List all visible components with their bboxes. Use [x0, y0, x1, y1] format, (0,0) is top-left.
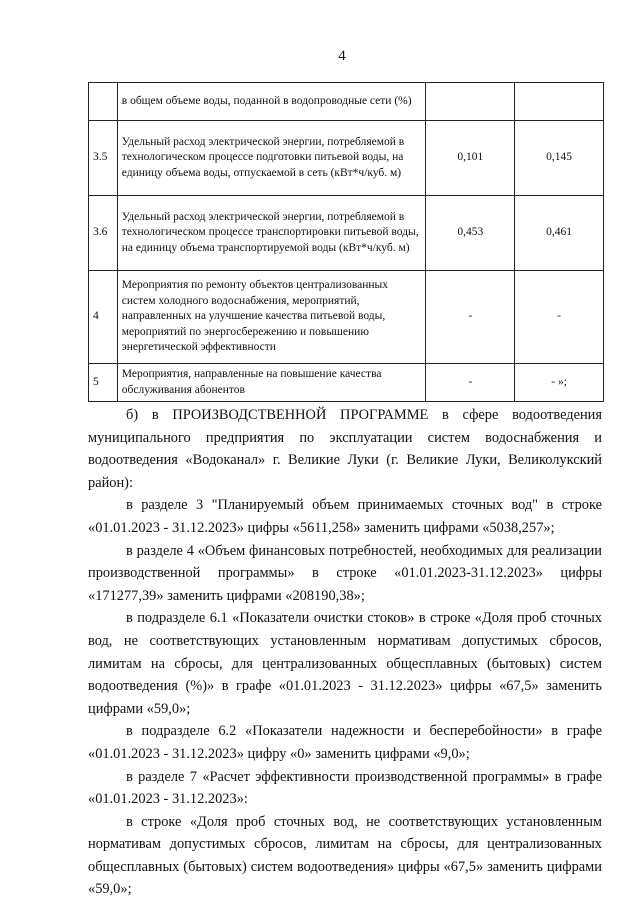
- paragraph: в разделе 4 «Объем финансовых потребностей, необходимых для реализации производственной программы» в строке «01.01.2023-31.12.2023» цифры «171277,39» заменить цифрами «208190,38»;: [88, 542, 602, 604]
- row-value-1: 0,101: [426, 121, 515, 196]
- row-value-2: 0,461: [515, 196, 604, 271]
- row-number: 4: [89, 271, 118, 364]
- paragraph: в разделе 3 "Планируемый объем принимаемых сточных вод" в строке «01.01.2023 - 31.12.2023» цифры «5611,258» заменить цифрами «5038,257»;: [88, 497, 602, 536]
- row-value-1: -: [426, 364, 515, 402]
- row-description: в общем объеме воды, поданной в водопроводные сети (%): [117, 83, 426, 121]
- table-row: [89, 196, 604, 271]
- table-row: [89, 364, 604, 402]
- row-number: 3.5: [89, 121, 118, 196]
- paragraph: в подразделе 6.2 «Показатели надежности и бесперебойности» в графе «01.01.2023 - 31.12.2023» цифру «0» заменить цифрами «9,0»;: [88, 723, 602, 762]
- row-value-2: 0,145: [515, 121, 604, 196]
- row-value-1: [426, 83, 515, 121]
- paragraph: в разделе 7 «Расчет эффективности производственной программы» в графе «01.01.2023 - 31.12.2023»:: [88, 768, 602, 808]
- row-value-2: - »;: [515, 364, 604, 402]
- row-description: Удельный расход электрической энергии, потребляемой в технологическом процессе подготовки питьевой воды, на единицу объема воды, отпускаемой в сеть (кВт*ч/куб. м): [117, 121, 426, 196]
- paragraph: б) в ПРОИЗВОДСТВЕННОЙ ПРОГРАММЕ в сфере водоотведения муниципального предприятия по эксплуатации систем водоснабжения и водоотведения «Водоканал» г. Великие Луки (г. Великие Луки, Великолукский район):: [88, 407, 602, 491]
- row-value-2: [515, 83, 604, 121]
- row-number: [89, 83, 118, 121]
- row-value-2: -: [515, 271, 604, 364]
- table-row: [89, 83, 604, 121]
- page-number: 4: [338, 48, 346, 64]
- row-description: Удельный расход электрической энергии, потребляемой в технологическом процессе транспортировки питьевой воды, на единицу объема транспортируемой воды (кВт*ч/куб. м): [117, 196, 426, 271]
- document-body: [88, 404, 602, 901]
- row-value-1: 0,453: [426, 196, 515, 271]
- table-row: [89, 121, 604, 196]
- row-description: Мероприятия по ремонту объектов централизованных систем холодного водоснабжения, мероприятий, направленных на улучшение качества питьевой воды, мероприятий по энергосбережению и повышению энергетической эффективности: [117, 271, 426, 364]
- row-number: 5: [89, 364, 118, 402]
- indicators-table: [88, 82, 604, 402]
- row-description: Мероприятия, направленные на повышение качества обслуживания абонентов: [117, 364, 426, 402]
- row-number: 3.6: [89, 196, 118, 271]
- paragraph: в строке «Доля проб сточных вод, не соответствующих установленным нормативам допустимых сбросов, лимитам на сбросы, для централизованных общесплавных (бытовых) систем водоотведения» цифры «67,5» заменить цифрами «59,0»;: [88, 813, 602, 898]
- row-value-1: -: [426, 271, 515, 364]
- paragraph: в подразделе 6.1 «Показатели очистки стоков» в строке «Доля проб сточных вод, не соответствующих установленным нормативам допустимых сбросов, лимитам на сбросы, для централизованных общесплавных (бытовых) систем водоотведения (%)» в графе «01.01.2023 - 31.12.2023» цифры «67,5» заменить цифрами «59,0»;: [88, 610, 602, 717]
- table-row: [89, 271, 604, 364]
